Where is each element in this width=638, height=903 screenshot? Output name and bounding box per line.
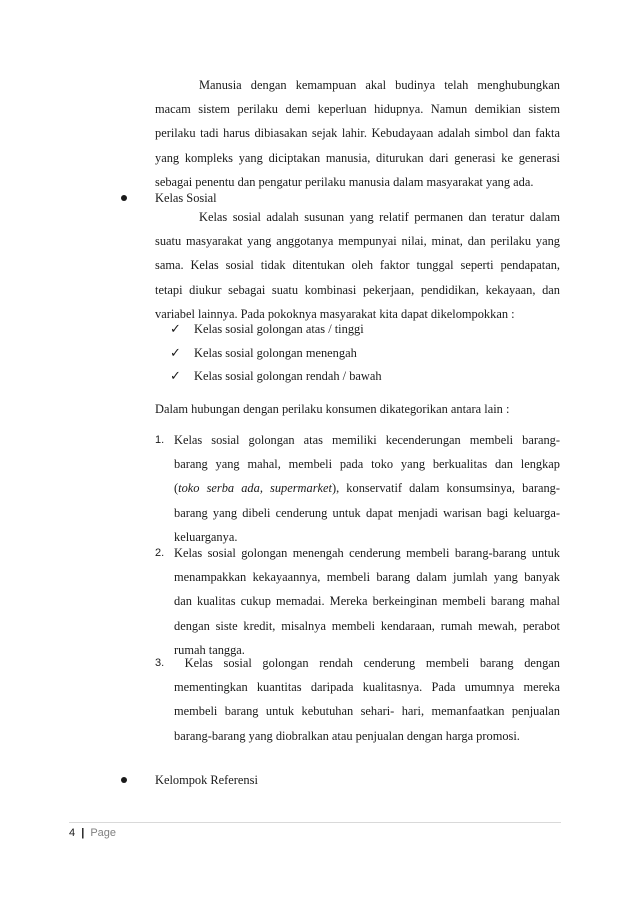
intro-line: sebagai penentu dan pengatur perilaku manusia dalam masyarakat yang ada. xyxy=(155,174,534,189)
paragraph-line: Kelas sosial adalah susunan yang relatif permanen dan teratur dalam xyxy=(199,210,560,224)
item-line-mixed: (toko serba ada, supermarket), konservatif dalam konsumsinya, barang- xyxy=(174,481,560,496)
bullet-kelompok-referensi xyxy=(121,770,561,790)
intro-line: Manusia dengan kemampuan akal budinya telah menghubungkan xyxy=(199,78,560,92)
item-number: 2. xyxy=(155,547,165,559)
check-item-label: Kelas sosial golongan rendah / bawah xyxy=(194,369,382,383)
intro-paragraph xyxy=(155,73,560,194)
bullet-dot-icon xyxy=(121,195,127,201)
section-heading: Kelompok Referensi xyxy=(155,773,258,787)
item-line: dan kualitas cukup memadai. Mereka berkeinginan membeli barang mahal xyxy=(174,594,560,609)
check-item xyxy=(170,343,357,363)
checkmark-icon: ✓ xyxy=(170,322,181,337)
item-line: keluarganya. xyxy=(174,529,238,544)
item-line: barang yang mahal, membeli pada toko yang berkualitas dan lengkap xyxy=(174,457,560,472)
item-line: Kelas sosial golongan rendah cenderung membeli barang dengan xyxy=(174,656,560,670)
intro-line: macam sistem perilaku demi keperluan hidupnya. Namun demikian sistem xyxy=(155,102,560,117)
item-line: Kelas sosial golongan atas memiliki kecenderungan membeli barang- xyxy=(174,433,560,447)
check-item xyxy=(170,366,382,386)
item-line: mementingkan kuantitas daripada kualitasnya. Pada umumnya mereka xyxy=(174,680,560,695)
paragraph-line: variabel lainnya. Pada pokoknya masyarakat kita dapat dikelompokkan : xyxy=(155,306,515,321)
paragraph-line: suatu masyarakat yang anggotanya mempunyai nilai, minat, dan perilaku yang xyxy=(155,234,560,249)
kelas-sosial-paragraph xyxy=(155,205,560,326)
item-line: barang yang dibeli cenderung untuk dapat menjadi warisan bagi keluarga- xyxy=(174,505,560,520)
italic-phrase: toko serba ada, supermarket xyxy=(178,481,332,496)
footer-separator: | xyxy=(81,827,85,839)
item-line: dengan siste kredit, misalnya membeli kendaraan, rumah mewah, perabot xyxy=(174,618,560,633)
item-line: Kelas sosial golongan menengah cenderung membeli barang-barang untuk xyxy=(174,546,560,560)
numbered-item-1 xyxy=(155,428,560,549)
intro-line: perilaku tadi harus dibiasakan sejak lahir. Kebudayaan adalah simbol dan fakta xyxy=(155,126,560,141)
page-number: 4 xyxy=(69,827,76,839)
footer-divider xyxy=(69,822,561,823)
item-line: membeli barang untuk kebutuhan sehari- hari, memanfaatkan penjualan xyxy=(174,704,560,719)
check-item-label: Kelas sosial golongan atas / tinggi xyxy=(194,322,364,336)
numbered-item-2 xyxy=(155,541,560,662)
intro-line: yang kompleks yang diciptakan manusia, diturukan dari generasi ke generasi xyxy=(155,150,560,165)
paragraph-line: tetapi diukur sebagai suatu kombinasi pekerjaan, pendidikan, kekayaan, dan xyxy=(155,282,560,297)
checkmark-icon: ✓ xyxy=(170,369,181,384)
check-item xyxy=(170,319,364,339)
numbered-item-3 xyxy=(155,651,560,748)
section-heading: Kelas Sosial xyxy=(155,191,217,205)
page-label: Page xyxy=(90,827,117,839)
item-line: menampakkan kekayaannya, membeli barang dalam jumlah yang banyak xyxy=(174,570,560,585)
item-line: barang-barang yang diobralkan atau penjualan dengan harga promosi. xyxy=(174,728,520,743)
item-line: rumah tangga. xyxy=(174,642,245,657)
check-item-label: Kelas sosial golongan menengah xyxy=(194,346,357,360)
item-number: 1. xyxy=(155,434,165,446)
subintro-text: Dalam hubungan dengan perilaku konsumen dikategorikan antara lain : xyxy=(155,402,510,416)
checkmark-icon: ✓ xyxy=(170,346,181,361)
paragraph-line: sama. Kelas sosial tidak ditentukan oleh faktor tunggal seperti pendapatan, xyxy=(155,258,560,273)
page-footer xyxy=(69,826,116,840)
item-number: 3. xyxy=(155,657,165,669)
subintro xyxy=(155,397,560,421)
bullet-dot-icon xyxy=(121,777,127,783)
